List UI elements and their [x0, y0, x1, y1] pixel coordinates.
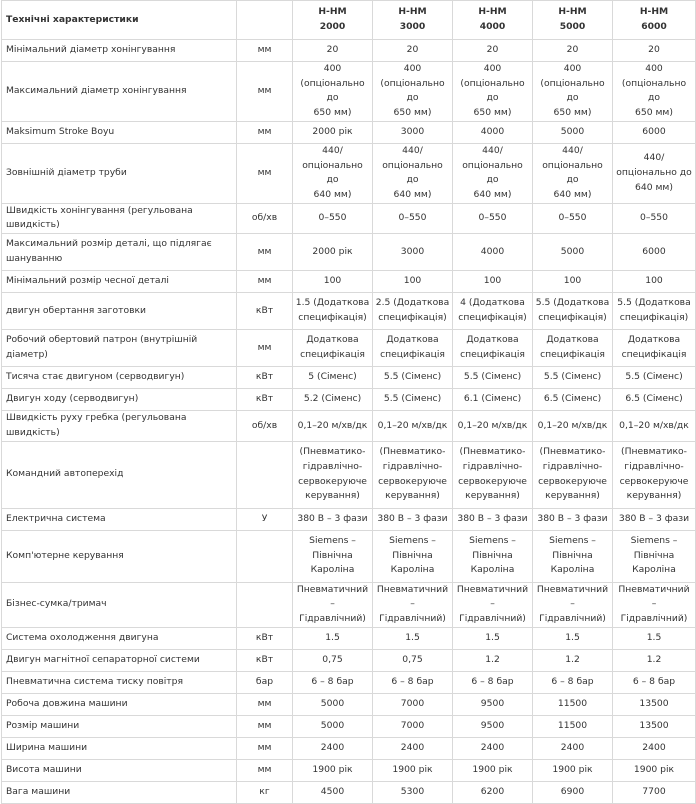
- value-cell: 2400: [373, 737, 453, 759]
- value-cell: 7700: [613, 781, 696, 803]
- value-cell: 3000: [373, 234, 453, 271]
- spec-name-cell: Робоча довжина машини: [2, 693, 237, 715]
- model-h-hm-3000: H-HM 3000: [398, 6, 427, 32]
- value-cell: 4000: [453, 234, 533, 271]
- spec-name-cell: Система охолодження двигуна: [2, 627, 237, 649]
- spec-name-cell: двигун обертання заготовки: [2, 293, 237, 330]
- unit-cell: кВт: [237, 293, 293, 330]
- value-cell: 5000: [293, 693, 373, 715]
- value-cell: Додаткова специфікація: [373, 330, 453, 367]
- value-cell: 0,75: [293, 649, 373, 671]
- spec-name-cell: Пневматична система тиску повітря: [2, 671, 237, 693]
- value-cell: 6.5 (Сіменс): [613, 389, 696, 411]
- value-cell: 5000: [293, 715, 373, 737]
- unit-cell: мм: [237, 40, 293, 62]
- value-cell: 3000: [373, 121, 453, 143]
- table-row: [2, 582, 696, 627]
- value-cell: 5.5 (Сіменс): [453, 367, 533, 389]
- value-cell: (Пневматико- гідравлічно- сервокеруюче керування): [453, 441, 533, 508]
- value-cell: 5.5 (Сіменс): [613, 367, 696, 389]
- value-cell: Siemens – Північна Каролiна: [293, 530, 373, 582]
- table-row: [2, 693, 696, 715]
- value-cell: 5.5 (Додаткова специфікація): [533, 293, 613, 330]
- value-cell: 2400: [453, 737, 533, 759]
- value-cell: 13500: [613, 715, 696, 737]
- value-cell: 100: [533, 271, 613, 293]
- value-cell: 1.5: [453, 627, 533, 649]
- table-row: [2, 293, 696, 330]
- table-row: [2, 121, 696, 143]
- value-cell: 6.1 (Сіменс): [453, 389, 533, 411]
- unit-cell: мм: [237, 737, 293, 759]
- value-cell: 100: [293, 271, 373, 293]
- value-cell: 1900 рік: [613, 759, 696, 781]
- table-row: [2, 759, 696, 781]
- table-row: [2, 143, 696, 203]
- table-body: [2, 40, 696, 804]
- spec-name-cell: Командний автоперехід: [2, 441, 237, 508]
- value-cell: 2400: [293, 737, 373, 759]
- value-cell: (Пневматико- гідравлічно- сервокеруюче керування): [293, 441, 373, 508]
- unit-cell: мм: [237, 715, 293, 737]
- value-cell: 380 В – 3 фази: [453, 508, 533, 530]
- value-cell: 440/ опціонально до 640 мм): [293, 143, 373, 203]
- value-cell: 5.5 (Сіменс): [373, 389, 453, 411]
- value-cell: 2400: [613, 737, 696, 759]
- value-cell: 400 (опціонально до 650 мм): [293, 62, 373, 122]
- value-cell: (Пневматико- гідравлічно- сервокеруюче керування): [613, 441, 696, 508]
- table-row: [2, 737, 696, 759]
- value-cell: 0,1–20 м/хв/дк: [533, 411, 613, 441]
- value-cell: Siemens – Північна Каролiна: [373, 530, 453, 582]
- value-cell: (Пневматико- гідравлічно- сервокеруюче керування): [533, 441, 613, 508]
- column-header: [613, 1, 696, 40]
- value-cell: 0,1–20 м/хв/дк: [453, 411, 533, 441]
- value-cell: 20: [373, 40, 453, 62]
- value-cell: Пневматичний – Гідравлічний): [293, 582, 373, 627]
- value-cell: 6.5 (Сіменс): [533, 389, 613, 411]
- value-cell: 400 (опціонально до 650 мм): [373, 62, 453, 122]
- unit-cell: кВт: [237, 649, 293, 671]
- table-row: [2, 330, 696, 367]
- value-cell: 5.5 (Сіменс): [373, 367, 453, 389]
- table-header-row: [2, 1, 696, 40]
- value-cell: 6900: [533, 781, 613, 803]
- value-cell: 6 – 8 бар: [613, 671, 696, 693]
- spec-name-cell: Максимальний розмір деталі, що підлягає шануванню: [2, 234, 237, 271]
- table-row: [2, 508, 696, 530]
- value-cell: Додаткова специфікація: [533, 330, 613, 367]
- spec-name-cell: Робочий обертовий патрон (внутрішній діаметр): [2, 330, 237, 367]
- value-cell: Пневматичний – Гідравлічний): [453, 582, 533, 627]
- unit-cell: мм: [237, 143, 293, 203]
- value-cell: 0–550: [533, 203, 613, 233]
- value-cell: 1900 рік: [453, 759, 533, 781]
- value-cell: 0–550: [373, 203, 453, 233]
- spec-name-cell: Швидкість хонінгування (регульована швидкість): [2, 203, 237, 233]
- value-cell: 400 (опціонально до 650 мм): [453, 62, 533, 122]
- value-cell: 100: [453, 271, 533, 293]
- value-cell: 13500: [613, 693, 696, 715]
- value-cell: 9500: [453, 715, 533, 737]
- value-cell: 1.5: [613, 627, 696, 649]
- value-cell: 11500: [533, 715, 613, 737]
- value-cell: 380 В – 3 фази: [533, 508, 613, 530]
- value-cell: 0,1–20 м/хв/дк: [293, 411, 373, 441]
- value-cell: 5300: [373, 781, 453, 803]
- table-row: [2, 627, 696, 649]
- table-row: [2, 40, 696, 62]
- value-cell: 1.5: [293, 627, 373, 649]
- table-row: [2, 715, 696, 737]
- value-cell: 100: [373, 271, 453, 293]
- value-cell: 20: [533, 40, 613, 62]
- value-cell: 0,1–20 м/хв/дк: [613, 411, 696, 441]
- table-row: [2, 203, 696, 233]
- value-cell: Додаткова специфікація: [453, 330, 533, 367]
- unit-cell: бар: [237, 671, 293, 693]
- spec-name-cell: Швидкість руху гребка (регульована швидкість): [2, 411, 237, 441]
- table-row: [2, 367, 696, 389]
- spec-name-cell: Двигун ходу (серводвигун): [2, 389, 237, 411]
- unit-cell: кВт: [237, 389, 293, 411]
- value-cell: 9500: [453, 693, 533, 715]
- value-cell: 11500: [533, 693, 613, 715]
- value-cell: 20: [453, 40, 533, 62]
- value-cell: 380 В – 3 фази: [613, 508, 696, 530]
- value-cell: 400 (опціонально до 650 мм): [613, 62, 696, 122]
- spec-name-cell: Висота машини: [2, 759, 237, 781]
- value-cell: 0–550: [613, 203, 696, 233]
- unit-cell: мм: [237, 330, 293, 367]
- value-cell: 7000: [373, 715, 453, 737]
- value-cell: 4000: [453, 121, 533, 143]
- model-h-hm-6000: H-HM 6000: [639, 6, 669, 32]
- spec-name-cell: Комп'ютерне керування: [2, 530, 237, 582]
- model-h-hm-2000: H-HM 2000: [318, 6, 347, 32]
- value-cell: Додаткова специфікація: [613, 330, 696, 367]
- value-cell: 4500: [293, 781, 373, 803]
- value-cell: 6200: [453, 781, 533, 803]
- value-cell: 5.5 (Сіменс): [533, 367, 613, 389]
- table-row: [2, 649, 696, 671]
- table-row: [2, 530, 696, 582]
- unit-cell: [237, 582, 293, 627]
- table-row: [2, 781, 696, 803]
- value-cell: 20: [613, 40, 696, 62]
- unit-cell: мм: [237, 759, 293, 781]
- value-cell: 5 (Сіменс): [293, 367, 373, 389]
- value-cell: Siemens – Північна Каролiна: [613, 530, 696, 582]
- column-header: [373, 1, 453, 40]
- unit-cell: мм: [237, 271, 293, 293]
- value-cell: 380 В – 3 фази: [293, 508, 373, 530]
- unit-cell: мм: [237, 234, 293, 271]
- value-cell: 20: [293, 40, 373, 62]
- value-cell: 440/ опціонально до 640 мм): [373, 143, 453, 203]
- value-cell: 6 – 8 бар: [453, 671, 533, 693]
- value-cell: 1.2: [453, 649, 533, 671]
- value-cell: 1.5: [533, 627, 613, 649]
- table-row: [2, 441, 696, 508]
- value-cell: 1900 рік: [373, 759, 453, 781]
- value-cell: 2.5 (Додаткова специфікація): [373, 293, 453, 330]
- value-cell: 5000: [533, 121, 613, 143]
- value-cell: Siemens – Північна Каролiна: [533, 530, 613, 582]
- value-cell: 2000 рік: [293, 234, 373, 271]
- value-cell: 440/ опціонально до 640 мм): [613, 143, 696, 203]
- value-cell: 5000: [533, 234, 613, 271]
- value-cell: 0,1–20 м/хв/дк: [373, 411, 453, 441]
- column-header: [533, 1, 613, 40]
- unit-cell: кВт: [237, 627, 293, 649]
- table-row: [2, 389, 696, 411]
- value-cell: 1.2: [613, 649, 696, 671]
- spec-name-cell: Бізнес-сумка/тримач: [2, 582, 237, 627]
- unit-cell: мм: [237, 693, 293, 715]
- value-cell: 6000: [613, 121, 696, 143]
- unit-cell: об/хв: [237, 203, 293, 233]
- table-row: [2, 411, 696, 441]
- unit-cell: кг: [237, 781, 293, 803]
- table-row: [2, 234, 696, 271]
- unit-cell: [237, 530, 293, 582]
- value-cell: Пневматичний – Гідравлічний): [373, 582, 453, 627]
- column-header: [453, 1, 533, 40]
- value-cell: 1.5: [373, 627, 453, 649]
- column-header: [237, 1, 293, 40]
- value-cell: 440/ опціонально до 640 мм): [533, 143, 613, 203]
- spec-name-cell: Ширина машини: [2, 737, 237, 759]
- spec-name-cell: Вага машини: [2, 781, 237, 803]
- value-cell: 1.5 (Додаткова специфікація): [293, 293, 373, 330]
- value-cell: 0–550: [293, 203, 373, 233]
- value-cell: 2400: [533, 737, 613, 759]
- model-h-hm-5000: H-HM 5000: [558, 6, 587, 32]
- spec-name-cell: Тисяча стає двигуном (серводвигун): [2, 367, 237, 389]
- value-cell: 4 (Додаткова специфікація): [453, 293, 533, 330]
- unit-cell: кВт: [237, 367, 293, 389]
- table-row: [2, 271, 696, 293]
- spec-name-cell: Розмір машини: [2, 715, 237, 737]
- value-cell: Siemens – Північна Каролiна: [453, 530, 533, 582]
- unit-cell: мм: [237, 62, 293, 122]
- value-cell: 1900 рік: [533, 759, 613, 781]
- unit-cell: об/хв: [237, 411, 293, 441]
- table-row: [2, 62, 696, 122]
- unit-cell: [237, 441, 293, 508]
- value-cell: Додаткова специфікація: [293, 330, 373, 367]
- spec-name-cell: Зовнішній діаметр труби: [2, 143, 237, 203]
- column-header: Технічні характеристики: [2, 1, 237, 40]
- spec-table: [1, 0, 696, 804]
- value-cell: 0,75: [373, 649, 453, 671]
- value-cell: 440/ опціонально до 640 мм): [453, 143, 533, 203]
- value-cell: 0–550: [453, 203, 533, 233]
- value-cell: 5.5 (Додаткова специфікація): [613, 293, 696, 330]
- spec-name-cell: Двигун магнітної сепараторної системи: [2, 649, 237, 671]
- value-cell: 6 – 8 бар: [293, 671, 373, 693]
- value-cell: 1.2: [533, 649, 613, 671]
- value-cell: 1900 рік: [293, 759, 373, 781]
- value-cell: Пневматичний – Гідравлічний): [533, 582, 613, 627]
- unit-cell: мм: [237, 121, 293, 143]
- value-cell: (Пневматико- гідравлічно- сервокеруюче керування): [373, 441, 453, 508]
- spec-name-cell: Максимальний діаметр хонінгування: [2, 62, 237, 122]
- value-cell: 6 – 8 бар: [373, 671, 453, 693]
- value-cell: 5.2 (Сіменс): [293, 389, 373, 411]
- spec-name-cell: Мінімальний діаметр хонінгування: [2, 40, 237, 62]
- value-cell: 380 В – 3 фази: [373, 508, 453, 530]
- value-cell: Пневматичний – Гідравлічний): [613, 582, 696, 627]
- table-row: [2, 671, 696, 693]
- model-h-hm-4000: H-HM 4000: [478, 6, 507, 32]
- value-cell: 6 – 8 бар: [533, 671, 613, 693]
- unit-cell: У: [237, 508, 293, 530]
- spec-name-cell: Електрична система: [2, 508, 237, 530]
- value-cell: 100: [613, 271, 696, 293]
- value-cell: 2000 рік: [293, 121, 373, 143]
- spec-name-cell: Maksimum Stroke Boyu: [2, 121, 237, 143]
- value-cell: 6000: [613, 234, 696, 271]
- value-cell: 7000: [373, 693, 453, 715]
- spec-name-cell: Мінімальний розмір чесної деталі: [2, 271, 237, 293]
- value-cell: 400 (опціонально до 650 мм): [533, 62, 613, 122]
- column-header: [293, 1, 373, 40]
